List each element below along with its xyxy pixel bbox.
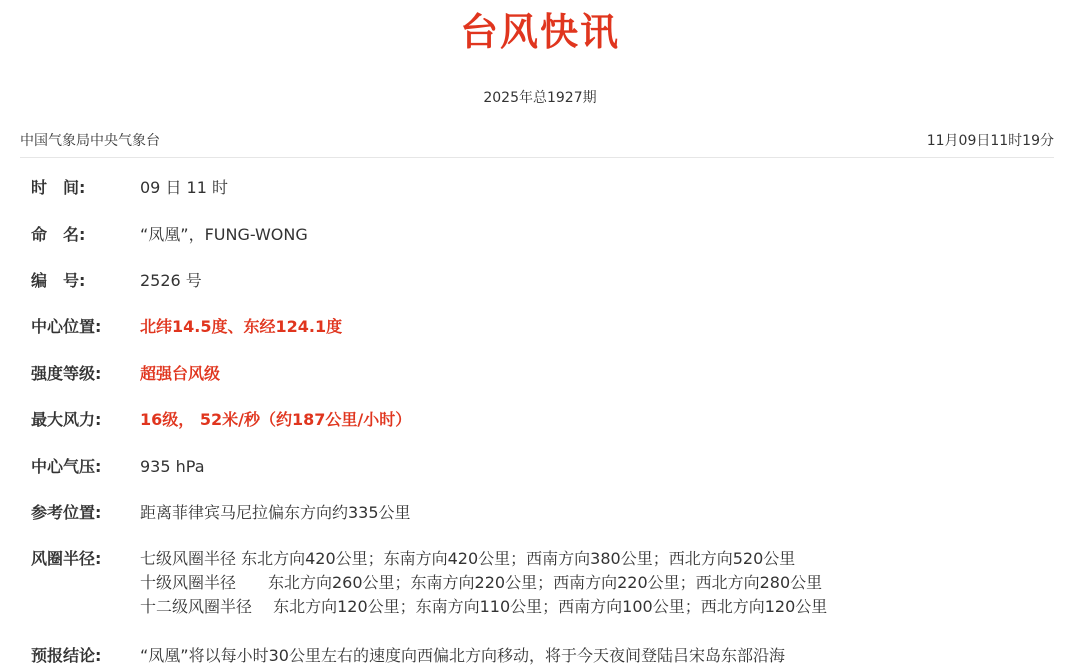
pressure-value: 935 hPa xyxy=(140,457,205,476)
intensity-value: 超强台风级 xyxy=(140,364,221,383)
source-agency: 中国气象局中央气象台 xyxy=(20,133,160,149)
time-label: 时 间: xyxy=(31,178,86,197)
max-wind-value: 16级， 52米/秒（约187公里/小时） xyxy=(140,410,412,429)
reference-label: 参考位置: xyxy=(31,503,102,522)
issue-number: 2025年总1927期 xyxy=(483,90,597,106)
center-value: 北纬14.5度、东经124.1度 xyxy=(140,317,343,336)
forecast-label: 预报结论: xyxy=(31,646,102,665)
number-label: 编 号: xyxy=(31,271,86,290)
radius-line-7: 七级风圈半径 东北方向420公里；东南方向420公里；西南方向380公里；西北方向520公里 xyxy=(140,549,796,568)
reference-value: 距离菲律宾马尼拉偏东方向约335公里 xyxy=(140,503,411,522)
intensity-label: 强度等级: xyxy=(31,364,102,383)
page-title: 台风快讯 xyxy=(459,10,620,54)
name-value: “凤凰”，FUNG-WONG xyxy=(140,225,308,244)
center-label: 中心位置: xyxy=(31,317,102,336)
radius-line-10: 十级风圈半径 东北方向260公里；东南方向220公里；西南方向220公里；西北方向280公里 xyxy=(140,573,823,592)
forecast-value: “凤凰”将以每小时30公里左右的速度向西偏北方向移动，将于今天夜间登陆吕宋岛东部沿海 xyxy=(140,646,785,665)
pressure-label: 中心气压: xyxy=(31,457,102,476)
publish-datetime: 11月09日11时19分 xyxy=(926,133,1054,149)
max-wind-label: 最大风力: xyxy=(31,410,102,429)
time-value: 09 日 11 时 xyxy=(140,178,228,197)
name-label: 命 名: xyxy=(31,225,86,244)
radius-line-12: 十二级风圈半径 东北方向120公里；东南方向110公里；西南方向100公里；西北方向120公里 xyxy=(140,597,828,616)
radius-label: 风圈半径: xyxy=(31,549,102,568)
meta-row xyxy=(20,131,1054,158)
number-value: 2526 号 xyxy=(140,271,202,290)
radius-value xyxy=(140,547,827,619)
